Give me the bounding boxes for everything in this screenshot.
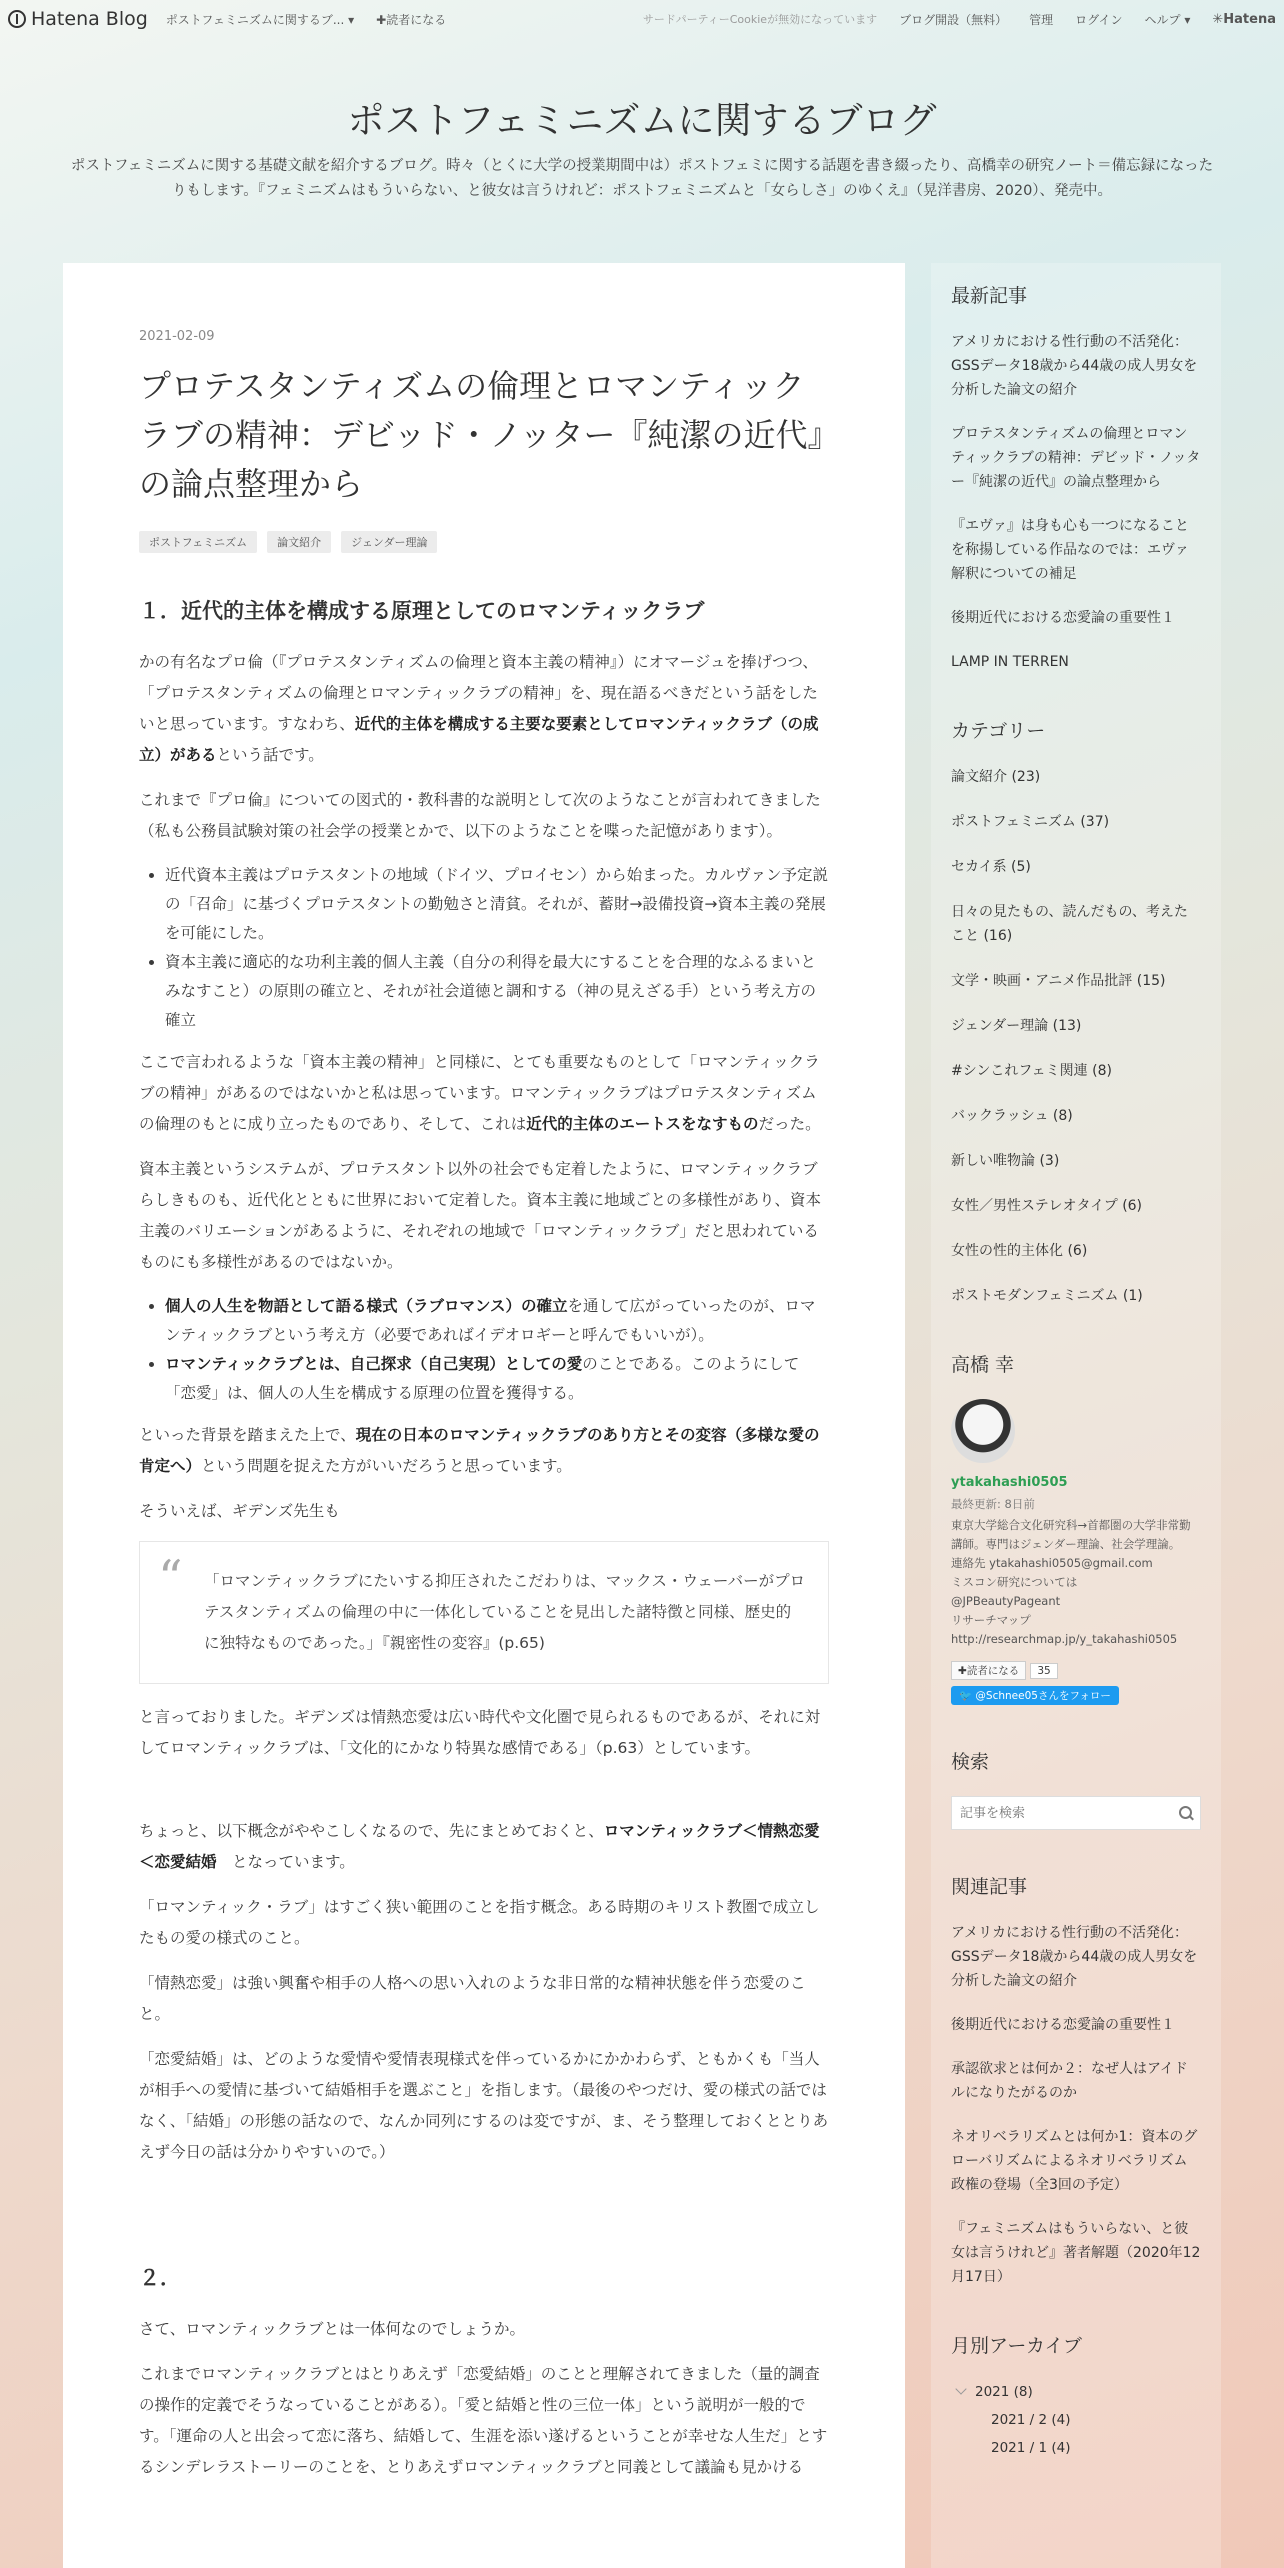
paragraph: ここで言われるような「資本主義の精神」と同様に、とても重要なものとして「ロマンティックラブの精神」があるのではないかと私は思っています。ロマンティックラブはプロテスタンティズムの倫理のもとに成り立ったものであり、そして、これは近代的主体のエートスをなすものだった。 (139, 1053, 821, 1133)
related-entry-link[interactable]: 『フェミニズムはもういらない、と彼女は言うけれど』著者解題（2020年12月17日） (951, 2221, 1201, 2285)
archive-month[interactable]: 2021 / 1 (4) (991, 2440, 1071, 2456)
category-link[interactable]: ポストモダンフェミニズム (1) (951, 1288, 1143, 1304)
module-title: 月別アーカイブ (951, 2335, 1082, 2357)
category-link[interactable]: セカイ系 (5) (951, 859, 1031, 875)
chevron-down-icon[interactable] (955, 2383, 966, 2394)
reader-count: 35 (1030, 1663, 1057, 1679)
category-link[interactable]: 女性の性的主体化 (6) (951, 1243, 1088, 1259)
reader-button[interactable]: ✚読者になる (376, 12, 447, 27)
categories-module (951, 716, 1201, 1308)
hatena-blog-logo[interactable] (8, 8, 148, 30)
related-entry-link[interactable]: 承認欲求とは何か２：なぜ人はアイドルになりたがるのか (951, 2061, 1188, 2101)
quote-icon: “ (158, 1550, 183, 1606)
category-link[interactable]: バックラッシュ (8) (951, 1108, 1073, 1124)
subscribe-button[interactable]: ✚読者になる (951, 1661, 1026, 1680)
category-link[interactable]: 論文紹介 (23) (951, 769, 1041, 785)
paragraph: 「情熱恋愛」は強い興奮や相手の人格への思い入れのような非日常的な精神状態を伴う恋愛のこと。 (139, 1974, 806, 2023)
help-menu[interactable]: ヘルプ ▾ (1144, 12, 1191, 27)
sidebar (931, 263, 1221, 2568)
blog-title[interactable]: ポストフェミニズムに関するブログ (347, 99, 937, 142)
cookie-notice: サードパーティーCookieが無効になっています (642, 13, 878, 26)
recent-entry-link[interactable]: プロテスタンティズムの倫理とロマンティックラブの精神：デビッド・ノッター『純潔の近代』の論点整理から (951, 426, 1201, 490)
search-icon[interactable] (1170, 1798, 1200, 1828)
profile-module (951, 1350, 1201, 1705)
paragraph: 「恋愛結婚」は、どのような愛情や愛情表現様式を伴っているかにかかわらず、ともかくも「当人が相手への愛情に基づいて結婚相手を選ぶこと」を指します。（最後のやつだけ、愛の様式の話ではなく、「結婚」の形態の話なので、なんか同列にするのは変ですが、ま、そう整理しておくととりあえず今日の話は分かりやすいので。） (139, 2050, 829, 2161)
category-link[interactable]: #シンこれフェミ関連 (8) (951, 1063, 1112, 1079)
avatar[interactable] (951, 1399, 1015, 1463)
archive-year[interactable]: 2021 (8) (951, 2380, 1201, 2404)
category-tag[interactable]: ジェンダー理論 (341, 531, 437, 553)
blog-description: ポストフェミニズムに関する基礎文献を紹介するブログ。時々（とくに大学の授業期間中は）ポストフェミに関する話題を書き綴ったり、高橋幸の研究ノート＝備忘録になったりもします。『フェミニズムはもういらない、と彼女は言うけれど：ポストフェミニズムと「女らしさ」のゆくえ』（晃洋書房、2020）、発売中。 (70, 158, 1214, 199)
list-item: • 近代資本主義はプロテスタントの地域（ドイツ、プロイセン）から始まった。カルヴァン予定説の「召命」に基づくプロテスタントの勤勉さと清貧。それが、蓄財→設備投資→資本主義の発展を可能にした。 (165, 861, 829, 948)
module-title: カテゴリー (951, 720, 1046, 742)
paragraph: さて、ロマンティックラブとは一体何なのでしょうか。 (139, 2320, 525, 2338)
entry-categories (139, 531, 829, 553)
search-box (951, 1796, 1201, 1830)
reader-badge (951, 1661, 1201, 1680)
module-title: 高橋 幸 (951, 1354, 1015, 1376)
section-heading: ２． (139, 2266, 181, 2290)
paragraph: ちょっと、以下概念がややこしくなるので、先にまとめておくと、ロマンティックラブ＜情熱恋愛＜恋愛結婚 となっています。 (139, 1822, 820, 1871)
profile-id-link[interactable]: ytakahashi0505 (951, 1475, 1068, 1490)
recent-entry-link[interactable]: アメリカにおける性行動の不活発化：GSSデータ18歳から44歳の成人男女を分析した論文の紹介 (951, 334, 1198, 398)
hatena-blog-icon (8, 10, 26, 28)
login-link[interactable]: ログイン (1075, 12, 1123, 27)
paragraph: 「ロマンティック・ラブ」はすごく狭い範囲のことを指す概念。ある時期のキリスト教圏で成立したもの愛の様式のこと。 (139, 1898, 820, 1947)
paragraph: かの有名なプロ倫（『プロテスタンティズムの倫理と資本主義の精神』）にオマージュを捧げつつ、「プロテスタンティズムの倫理とロマンティックラブの精神」を、現在語るべきだという話をしたいと思っています。すなわち、近代的主体を構成する主要な要素としてロマンティックラブ（の成立）があるという話です。 (139, 653, 819, 764)
recent-entry-link[interactable]: 後期近代における恋愛論の重要性１ (951, 610, 1175, 626)
list-item: • 個人の人生を物語として語る様式（ラブロマンス）の確立を通して広がっていったのが、ロマンティックラブという考え方（必要であればイデオロギーと呼んでもいいが）。 (165, 1292, 829, 1350)
list-item: • 資本主義に適応的な功利主義的個人主義（自分の利得を最大にすることを合理的なふるまいとみなすこと）の原則の確立と、それが社会道徳と調和する（神の見えざる手）という考え方の確立 (165, 948, 829, 1035)
category-link[interactable]: 日々の見たもの、読んだもの、考えたこと (16) (951, 904, 1188, 944)
logo-text: Hatena Blog (31, 8, 148, 30)
category-tag[interactable]: 論文紹介 (267, 531, 331, 553)
search-input[interactable] (952, 1806, 1170, 1821)
archive-month[interactable]: 2021 / 2 (4) (991, 2412, 1071, 2428)
entry-title[interactable]: プロテスタンティズムの倫理とロマンティックラブの精神：デビッド・ノッター『純潔の近代』の論点整理から (139, 367, 824, 503)
paragraph: 資本主義というシステムが、プロテスタント以外の社会でも定着したように、ロマンティックラブらしきものも、近代化とともに世界において定着した。資本主義に地域ごとの多様性があり、資本主義のバリエーションがあるように、それぞれの地域で「ロマンティックラブ」だと思われているものにも多様性があるのではないか。 (139, 1160, 822, 1271)
hatena-link[interactable]: ✳Hatena (1212, 11, 1276, 27)
blockquote (139, 1541, 829, 1684)
related-entries-module (951, 1872, 1201, 2289)
category-link[interactable]: 女性／男性ステレオタイプ (6) (951, 1198, 1143, 1214)
paragraph: これまでロマンティックラブとはとりあえず「恋愛結婚」のことと理解されてきました（量的調査の操作的定義でそうなっていることがある）。「愛と結婚と性の三位一体」という説明が一般的です。「運命の人と出会って恋に落ち、結婚して、生涯を添い遂げるということが幸せな人生だ」とするシンデレラストーリーのことを、とりあえずロマンティックラブと同義として議論も見かける (139, 2365, 828, 2476)
module-title: 検索 (951, 1751, 990, 1773)
paragraph: そういえば、ギデンズ先生も (139, 1502, 340, 1520)
search-module (951, 1747, 1201, 1830)
module-title: 最新記事 (951, 285, 1028, 307)
paragraph: といった背景を踏まえた上で、現在の日本のロマンティックラブのあり方とその変容（多様な愛の肯定へ）という問題を捉えた方がいいだろうと思っています。 (139, 1426, 820, 1475)
admin-link[interactable]: 管理 (1029, 12, 1054, 27)
open-blog-link[interactable]: ブログ開設（無料） (899, 12, 1008, 27)
section-heading: １．近代的主体を構成する原理としてのロマンティックラブ (139, 599, 705, 623)
list-item: • ロマンティックラブとは、自己探求（自己実現）としての愛のことである。このようにして「恋愛」は、個人の人生を構成する原理の位置を獲得する。 (165, 1350, 829, 1408)
last-updated: 最終更新: 8日前 (951, 1497, 1035, 1511)
related-entry-link[interactable]: 後期近代における恋愛論の重要性１ (951, 2017, 1175, 2033)
related-entry-link[interactable]: アメリカにおける性行動の不活発化：GSSデータ18歳から44歳の成人男女を分析した論文の紹介 (951, 1925, 1198, 1989)
archive-module (951, 2331, 1201, 2460)
twitter-icon: 🐦 (959, 1690, 973, 1702)
bullet-list (165, 861, 829, 1035)
twitter-follow-button[interactable]: 🐦 @Schnee05さんをフォロー (951, 1686, 1119, 1705)
paragraph: と言っておりました。ギデンズは情熱恋愛は広い時代や文化圏で見られるものであるが、それに対してロマンティックラブは、「文化的にかなり特異な感情である」（p.63）としています。 (139, 1708, 821, 1757)
top-bar (0, 0, 1284, 38)
blog-menu[interactable]: ポストフェミニズムに関するブ... ▾ (165, 12, 355, 27)
category-link[interactable]: 文学・映画・アニメ作品批評 (15) (951, 973, 1166, 989)
recent-entry-link[interactable]: LAMP IN TERREN (951, 654, 1069, 670)
entry-date[interactable]: 2021-02-09 (139, 329, 215, 344)
category-tag[interactable]: ポストフェミニズム (139, 531, 257, 553)
category-link[interactable]: ジェンダー理論 (13) (951, 1018, 1082, 1034)
module-title: 関連記事 (951, 1876, 1028, 1898)
related-entry-link[interactable]: ネオリベラリズムとは何か1：資本のグローバリズムによるネオリベラリズム政権の登場（全3回の予定） (951, 2129, 1198, 2193)
recent-entry-link[interactable]: 『エヴァ』は身も心も一つになることを称揚している作品なのでは：エヴァ解釈についての補足 (951, 518, 1189, 582)
category-link[interactable]: 新しい唯物論 (3) (951, 1153, 1060, 1169)
profile-description: 東京大学総合文化研究科→首都圏の大学非常勤講師。専門はジェンダー理論、社会学理論。 連絡先 ytakahashi0505@gmail.com ミスコン研究については @JPBeautyPageant リサーチマップ http://researchmap.jp/y_takahashi0505 (951, 1518, 1191, 1646)
category-link[interactable]: ポストフェミニズム (37) (951, 814, 1110, 830)
recent-entries-module (951, 281, 1201, 674)
bullet-list (165, 1292, 829, 1408)
article (63, 263, 905, 2568)
paragraph: これまで『プロ倫』についての図式的・教科書的な説明として次のようなことが言われてきました（私も公務員試験対策の社会学の授業とかで、以下のようなことを喋った記憶があります）。 (139, 791, 821, 840)
quote-text: 「ロマンティックラブにたいする抑圧されたこだわりは、マックス・ウェーバーがプロテスタンティズムの倫理の中に一体化していることを見出した諸特徴と同様、歴史的に独特なものであった。」『親密性の変容』(p.65) (204, 1572, 806, 1652)
